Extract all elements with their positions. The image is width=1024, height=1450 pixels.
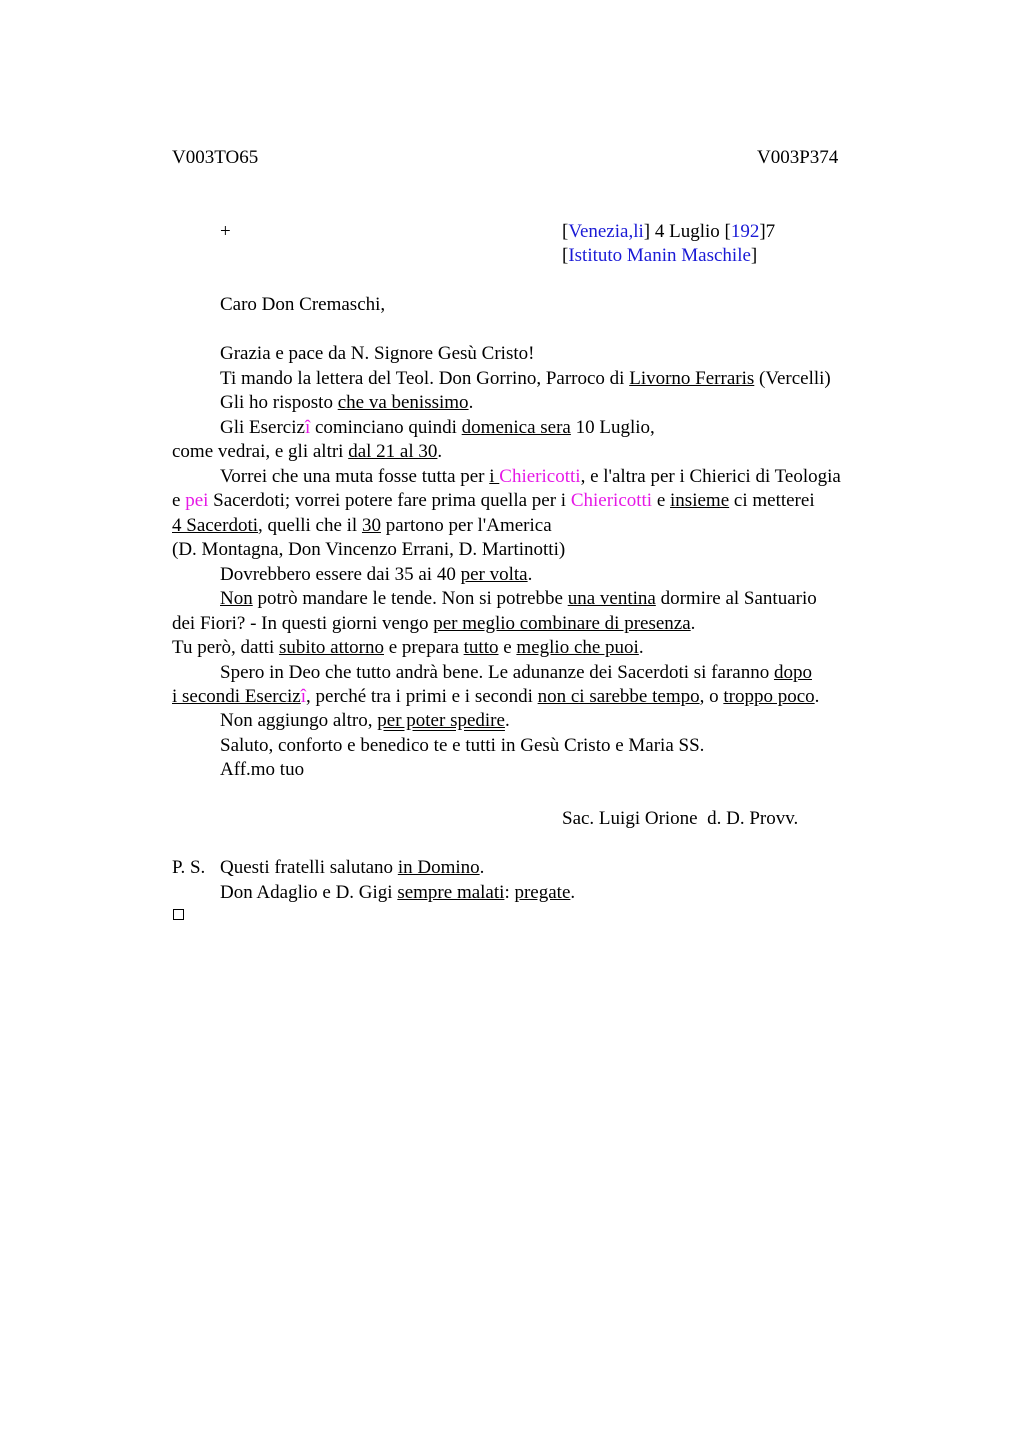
body-line: Vorrei che una muta fosse tutta per i Chiericotti, e l'altra per i Chierici di Teologia xyxy=(220,466,841,487)
body-line: Grazia e pace da N. Signore Gesù Cristo! xyxy=(220,343,535,364)
body-line: Saluto, conforto e benedico te e tutti in Gesù Cristo e Maria SS. xyxy=(220,735,705,756)
document-code-right: V003P374 xyxy=(757,147,839,168)
signature: Sac. Luigi Orione d. D. Provv. xyxy=(562,808,799,829)
body-line: Non potrò mandare le tende. Non si potrebbe una ventina dormire al Santuario xyxy=(220,588,817,609)
body-line: Gli Esercizî cominciano quindi domenica sera 10 Luglio, xyxy=(220,417,655,438)
salutation: Caro Don Cremaschi, xyxy=(220,294,386,315)
date-line: [Venezia,li] 4 Luglio [192]7 xyxy=(562,221,776,242)
postscript-label: P. S. xyxy=(172,857,206,878)
body-line: e pei Sacerdoti; vorrei potere fare prima quella per i Chiericotti e insieme ci metterei xyxy=(172,490,815,511)
body-line: Ti mando la lettera del Teol. Don Gorrino, Parroco di Livorno Ferraris (Vercelli) xyxy=(220,368,831,389)
body-line: Non aggiungo altro, per poter spedire. xyxy=(220,710,510,731)
body-line: Spero in Deo che tutto andrà bene. Le adunanze dei Sacerdoti si faranno dopo xyxy=(220,662,812,683)
cross-mark: + xyxy=(220,221,231,242)
institute-line: [Istituto Manin Maschile] xyxy=(562,245,758,266)
postscript-line: Don Adaglio e D. Gigi sempre malati: pregate. xyxy=(220,882,576,903)
body-line: (D. Montagna, Don Vincenzo Errani, D. Martinotti) xyxy=(172,539,566,560)
postscript-line: Questi fratelli salutano in Domino. xyxy=(220,857,485,878)
body-line: come vedrai, e gli altri dal 21 al 30. xyxy=(172,441,443,462)
body-line: Gli ho risposto che va benissimo. xyxy=(220,392,474,413)
body-line: Tu però, datti subito attorno e prepara tutto e meglio che puoi. xyxy=(172,637,644,658)
body-line: dei Fiori? - In questi giorni vengo per meglio combinare di presenza. xyxy=(172,613,696,634)
body-line: Dovrebbero essere dai 35 ai 40 per volta. xyxy=(220,564,533,585)
body-line: 4 Sacerdoti, quelli che il 30 partono per l'America xyxy=(172,515,552,536)
end-box-mark xyxy=(173,909,184,920)
body-line: i secondi Esercizî, perché tra i primi e i secondi non ci sarebbe tempo, o troppo poco. xyxy=(172,686,820,707)
document-code-left: V003TO65 xyxy=(172,147,259,168)
closing: Aff.mo tuo xyxy=(220,759,305,780)
